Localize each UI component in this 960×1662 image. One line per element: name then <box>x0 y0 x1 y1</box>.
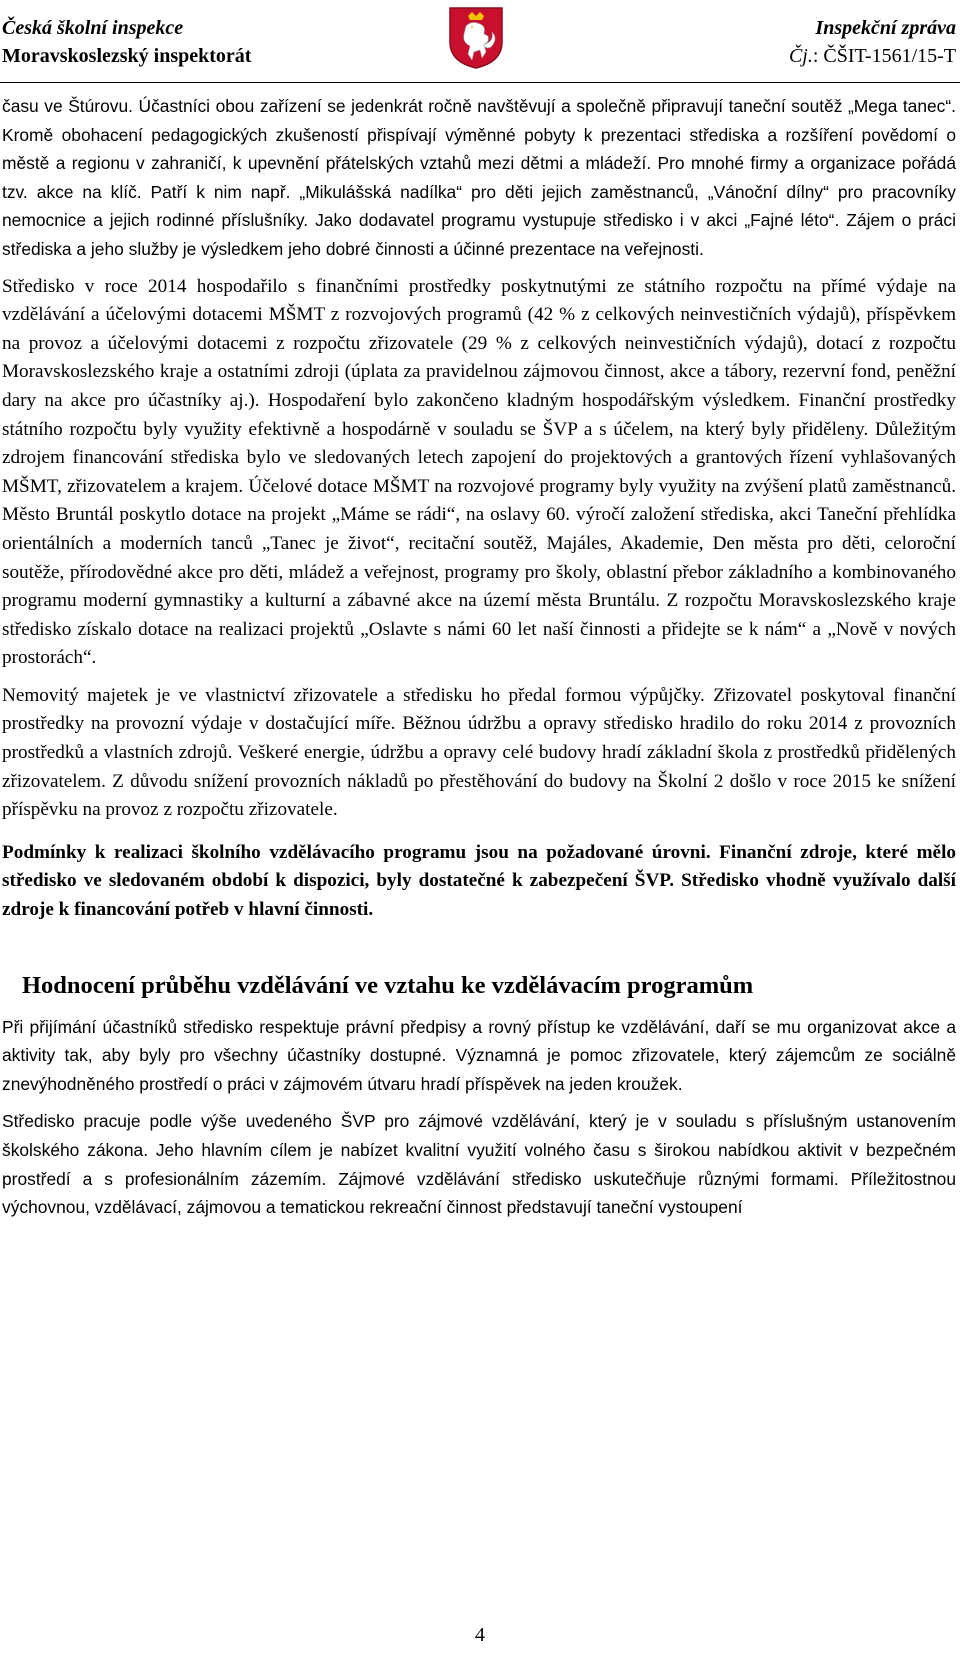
section-heading: Hodnocení průběhu vzdělávání ve vztahu ke vzdělávacím programům <box>22 971 754 999</box>
header-right <box>789 14 956 70</box>
document-body <box>2 92 956 1222</box>
inspectorate-name: Moravskoslezský inspektorát <box>2 45 252 67</box>
reference-number <box>789 42 956 70</box>
section-paragraph-1: Při přijímání účastníků středisko respektuje právní předpisy a rovný přístup ke vzdělávání, daří se mu organizovat akce a aktivity tak, aby byly pro všechny účastníky dostupné. Významná je pomoc zřizovatele, který zájemcům ze sociálně znevýhodněného prostředí o práci v zájmovém útvaru hradí příspěvek na jeden kroužek. <box>2 1016 956 1094</box>
section-paragraph-2: Středisko pracuje podle výše uvedeného ŠVP pro zájmové vzdělávání, který je v souladu s příslušným ustanovením školského zákona. Jeho hlavním cílem je nabízet kvalitní využití volného času s širokou nabídkou aktivit v bezpečném prostředí a s profesionálním zázemím. Zájmové vzdělávání středisko uskutečňuje různými formami. Příležitostnou výchovnou, vzdělávací, zájmovou a tematickou rekreační činnost představují taneční vystoupení <box>2 1111 956 1218</box>
report-title: Inspekční zpráva <box>815 17 956 39</box>
header-left <box>2 14 251 70</box>
czech-lion-coat-of-arms-icon <box>448 6 504 70</box>
header-divider <box>0 82 960 83</box>
paragraph-1: času ve Štúrovu. Účastníci obou zařízení se jedenkrát ročně navštěvují a společně připravují taneční soutěž „Mega tanec“. Kromě obohacení pedagogických zkušeností přispívají výměnné pobyty k prezentaci střediska a rozšíření povědomí o městě a regionu v zahraničí, k upevnění přátelských vztahů mezi dětmi a mládeží. Pro mnohé firmy a organizace pořádá tzv. akce na klíč. Patří k nim např. „Mikulášská nadílka“ pro děti jejich zaměstnanců, „Vánoční dílny“ pro pracovníky nemocnice a jejich rodinné příslušníky. Jako dodavatel programu vystupuje středisko i v akci „Fajné léto“. Zájem o práci střediska a jeho služby je výsledkem jeho dobré činnosti a účinné prezentace na veřejnosti. <box>2 96 956 259</box>
page-number: 4 <box>475 1624 485 1646</box>
conclusion-paragraph: Podmínky k realizaci školního vzdělávacího programu jsou na požadované úrovni. Finanční zdroje, které mělo středisko ve sledovaném období k dispozici, byly dostatečné k zabezpečení ŠVP. Středisko vhodně využívalo další zdroje k financování potřeb v hlavní činnosti. <box>2 841 956 921</box>
institution-name: Česká školní inspekce <box>2 17 184 39</box>
reference-body: : ČŠIT-1561/15-T <box>812 45 956 67</box>
paragraph-3: Nemovitý majetek je ve vlastnictví zřizovatele a středisku ho předal formou výpůjčky. Zřizovatel poskytoval finanční prostředky na provozní výdaje v dostačující míře. Běžnou údržbu a opravy středisko hradilo do roku 2014 z provozních prostředků a vlastních zdrojů. Veškeré energie, údržbu a opravy celé budovy hradí základní škola z prostředků přidělených zřizovatelem. Z důvodu snížení provozních nákladů po přestěhování do budovy na Školní 2 došlo v roce 2015 ke snížení příspěvku na provoz z rozpočtu zřizovatele. <box>2 684 956 821</box>
reference-prefix: Čj. <box>788 45 813 67</box>
paragraph-2: Středisko v roce 2014 hospodařilo s finančními prostředky poskytnutými ze státního rozpočtu na přímé výdaje na vzdělávání a účelovými dotacemi MŠMT z rozvojových programů (42 % z celkových neinvestičních výdajů), příspěvkem na provoz a účelovými dotacemi z rozpočtu zřizovatele (29 % z celkových neinvestičních výdajů), dotací z rozpočtu Moravskoslezského kraje a ostatními zdroji (úplata za pravidelnou zájmovou činnost, akce a tábory, rezervní fond, peněžní dary na akce pro účastníky aj.). Hospodaření bylo zakončeno kladným hospodářským výsledkem. Finanční prostředky státního rozpočtu byly využity efektivně a hospodárně v souladu se ŠVP a s účelem, na který byly přiděleny. Důležitým zdrojem financování střediska bylo ve sledovaných letech zapojení do projektových a grantových řízení vyhlašovaných MŠMT, zřizovatelem a krajem. Účelové dotace MŠMT na rozvojové programy byly využity na zvýšení platů zaměstnanců. Město Bruntál poskytlo dotace na projekt „Máme se rádi“, na oslavy 60. výročí založení střediska, akci Taneční přehlídka orientálních a moderních tanců „Tanec je život“, recitační soutěž, Majáles, Akademie, Den města pro děti, celoroční soutěže, přírodovědné akce pro děti, mládež a veřejnost, programy pro školy, oblastní přebor základního a kombinovaného programu moderní gymnastiky a kulturní a zábavné akce na území města Bruntálu. Z rozpočtu Moravskoslezského kraje středisko získalo dotace na realizaci projektů „Oslavte s námi 60 let naší činnosti a přidejte se k nám“ a „Nově v nových prostorách“. <box>2 275 956 669</box>
page-header <box>0 14 960 84</box>
